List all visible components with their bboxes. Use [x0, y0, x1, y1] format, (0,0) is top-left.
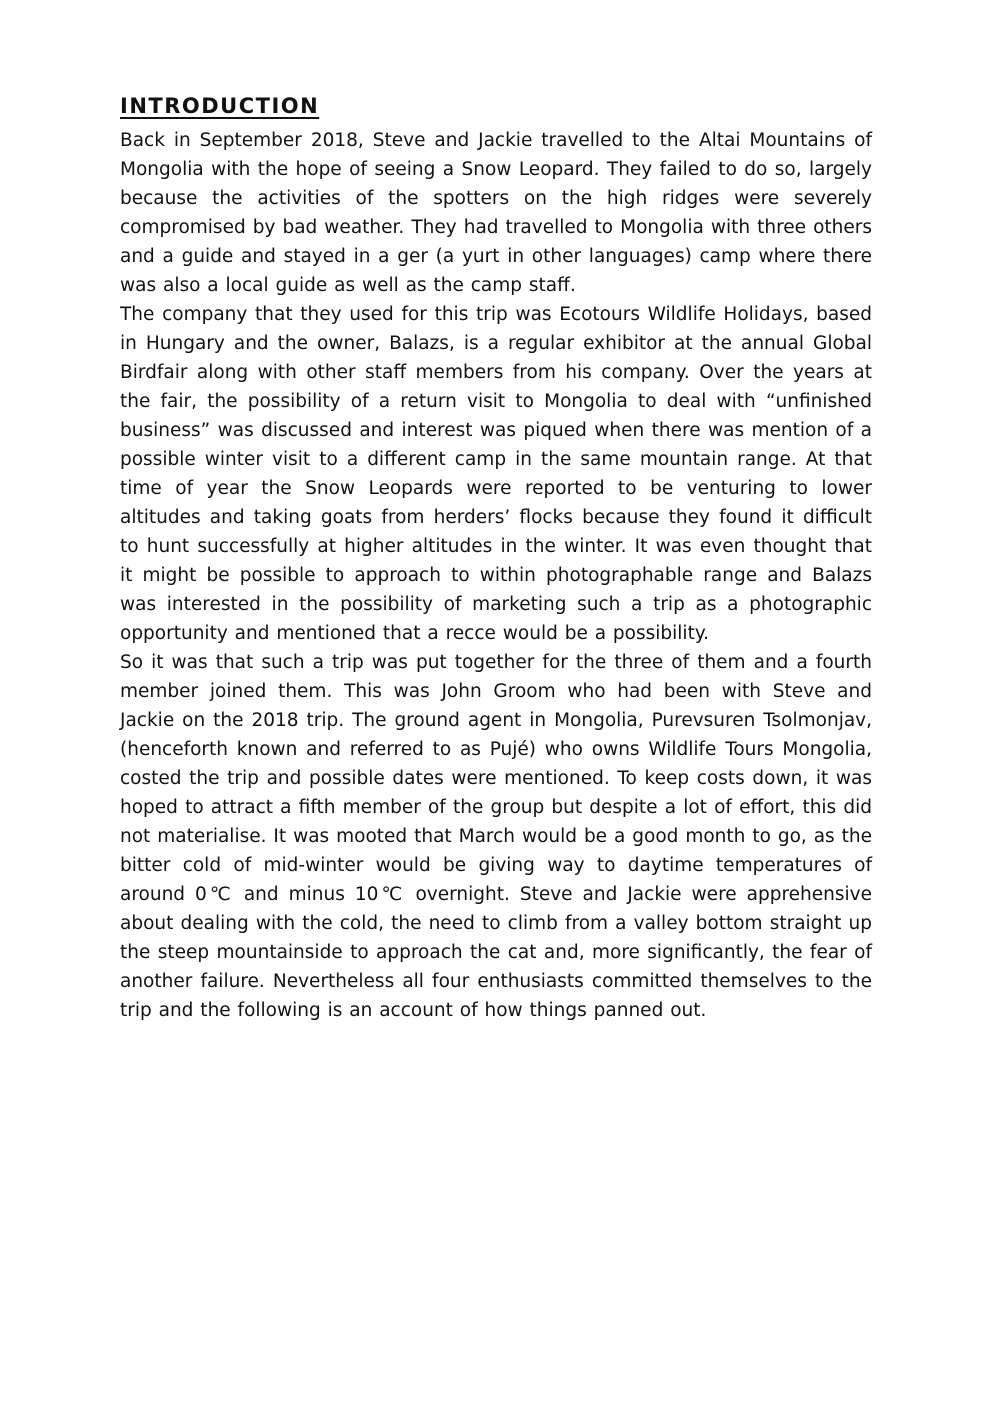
section-heading: INTRODUCTION: [120, 94, 320, 118]
paragraph-3: So it was that such a trip was put together for the three of them and a fourth member joined them. This was John Groom who had been with Steve and Jackie on the 2018 trip. The ground agent in Mongolia, Purevsuren Tsolmonjav, (henceforth known and referred to as Pujé) who owns Wildlife Tours Mongolia, costed the trip and possible dates were mentioned. To keep costs down, it was hoped to attract a fifth member of the group but despite a lot of effort, this did not materialise. It was mooted that March would be a good month to go, as the bitter cold of mid-winter would be giving way to daytime temperatures of around 0℃ and minus 10℃ overnight. Steve and Jackie were apprehensive about dealing with the cold, the need to climb from a valley bottom straight up the steep mountainside to approach the cat and, more significantly, the fear of another failure. Nevertheless all four enthusiasts committed themselves to the trip and the following is an account of how things panned out.: [120, 652, 872, 1021]
paragraph-2: The company that they used for this trip was Ecotours Wildlife Holidays, based in Hungary and the owner, Balazs, is a regular exhibitor at the annual Global Birdfair along with other staff members from his company. Over the years at the fair, the possibility of a return visit to Mongolia to deal with “unfinished business” was discussed and interest was piqued when there was mention of a possible winter visit to a different camp in the same mountain range. At that time of year the Snow Leopards were reported to be venturing to lower altitudes and taking goats from herders’ flocks because they found it difficult to hunt successfully at higher altitudes in the winter. It was even thought that it might be possible to approach to within photographable range and Balazs was interested in the possibility of marketing such a trip as a photographic opportunity and mentioned that a recce would be a possibility.: [120, 304, 872, 644]
paragraph-1: Back in September 2018, Steve and Jackie travelled to the Altai Mountains of Mongolia with the hope of seeing a Snow Leopard. They failed to do so, largely because the activities of the spotters on the high ridges were severely compromised by bad weather. They had travelled to Mongolia with three others and a guide and stayed in a ger (a yurt in other languages) camp where there was also a local guide as well as the camp staff.: [120, 130, 872, 296]
